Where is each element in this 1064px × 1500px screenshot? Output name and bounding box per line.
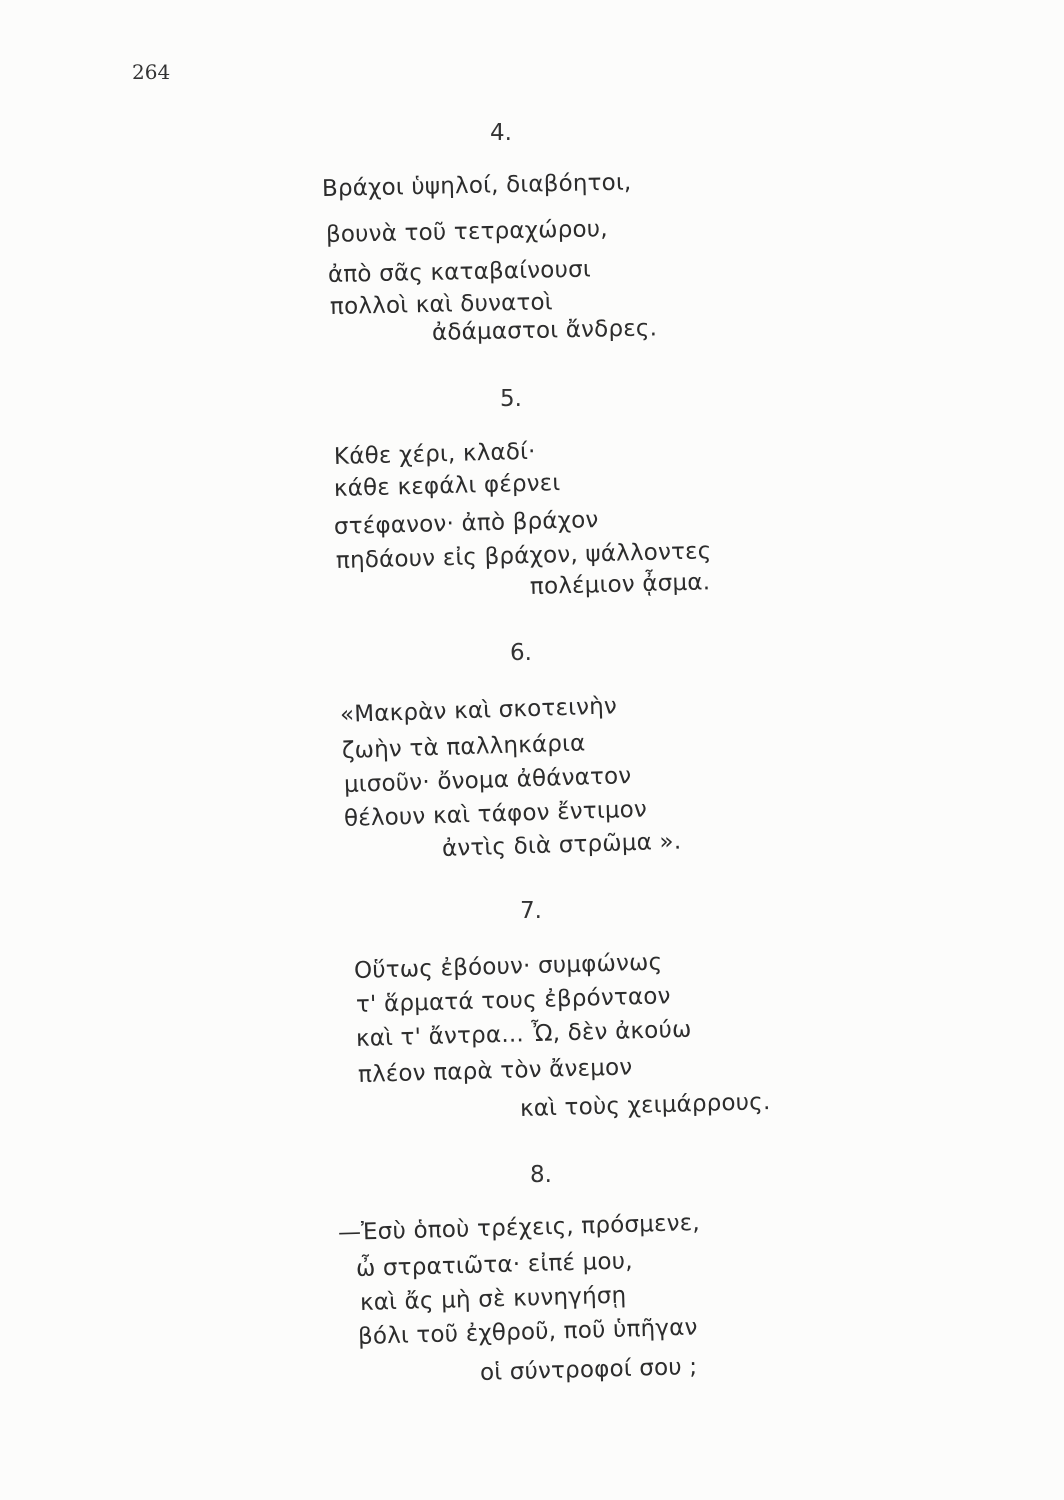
verse-line: μισοῦν· ὄνομα ἀθάνατον (343, 762, 632, 798)
stanza-number: 4. (490, 120, 512, 146)
stanza-number: 6. (510, 640, 532, 666)
verse-line: καὶ τοὺς χειμάρρους. (519, 1089, 771, 1122)
verse-line: τ' ἅρματά τους ἐβρόνταον (355, 983, 671, 1018)
verse-line: πολέμιον ᾆσμα. (529, 569, 711, 600)
verse-line: ὦ στρατιῶτα· εἰπέ μου, (355, 1248, 634, 1282)
verse-line: Βράχοι ὑψηλοί, διαβόητοι, (321, 169, 632, 202)
verse-line: —Ἐσὺ ὁποὺ τρέχεις, πρόσμενε, (337, 1209, 701, 1246)
verse-line: «Μακρὰν καὶ σκοτεινὴν (339, 693, 618, 728)
stanza-number: 5. (500, 386, 522, 412)
verse-line: Οὕτως ἐβόουν· συμφώνως (353, 949, 663, 984)
verse-line: ζωὴν τὰ παλληκάρια (341, 730, 586, 764)
verse-line: βόλι τοῦ ἐχθροῦ, ποῦ ὑπῆγαν (357, 1314, 698, 1350)
verse-line: πλέον παρὰ τὸν ἄνεμον (357, 1054, 633, 1088)
verse-line: καὶ τ' ἄντρα... Ὦ, δὲν ἀκούω (355, 1016, 692, 1052)
verse-line: πηδάουν εἰς βράχον, ψάλλοντες (335, 538, 712, 574)
verse-line: καὶ ἄς μὴ σὲ κυνηγήσῃ (359, 1282, 627, 1316)
verse-line: ἀντὶς διὰ στρῶμα ». (441, 828, 682, 862)
verse-line: στέφανον· ἀπὸ βράχον (333, 507, 599, 540)
verse-line: θέλουν καὶ τάφον ἔντιμον (343, 796, 648, 832)
verse-line: οἱ σύντροφοί σου ; (479, 1353, 698, 1386)
page-number: 264 (132, 60, 171, 84)
verse-line: Κάθε χέρι, κλαδί· (333, 438, 536, 470)
verse-line: ἀπὸ σᾶς καταβαίνουσι (327, 256, 592, 288)
verse-line: βουνὰ τοῦ τετραχώρου, (325, 216, 609, 248)
stanza-number: 8. (530, 1162, 552, 1188)
verse-line: ἀδάμαστοι ἄνδρες. (431, 315, 658, 346)
verse-line: κάθε κεφάλι φέρνει (333, 470, 561, 502)
stanza-number: 7. (520, 898, 542, 924)
verse-line: πολλοὶ καὶ δυνατοὶ (329, 289, 554, 320)
